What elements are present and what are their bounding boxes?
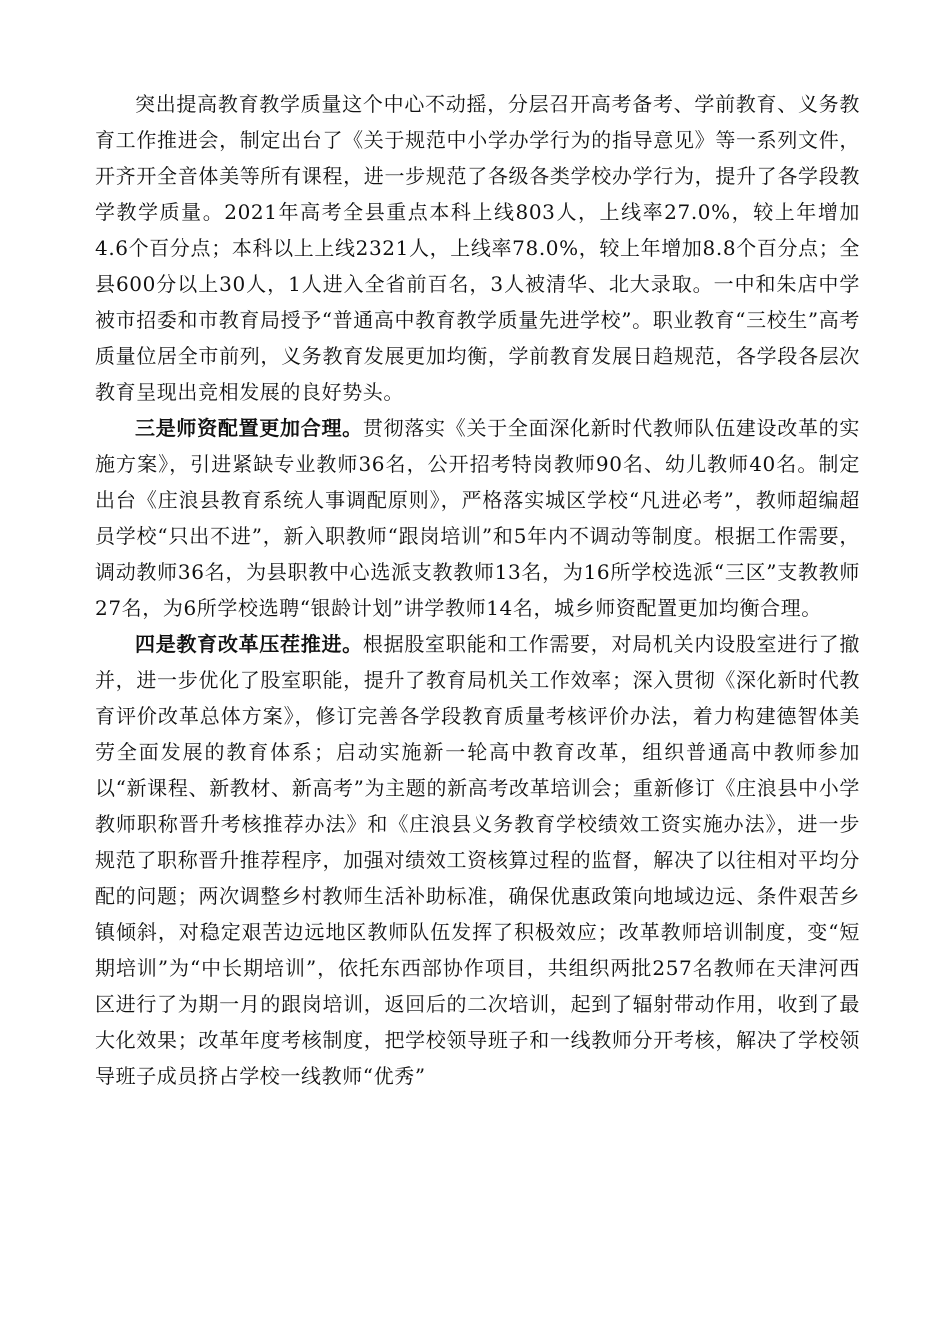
paragraph-lead: 四是教育改革压茬推进。 <box>135 632 363 656</box>
paragraph-text: 突出提高教育教学质量这个中心不动摇，分层召开高考备考、学前教育、义务教育工作推进会，制定出台了《关于规范中小学办学行为的指导意见》等一系列文件，开齐开全音体美等所有课程，进一步规范了各级各类学校办学行为，提升了各学段教学教学质量。2021年高考全县重点本科上线803人，上线率27.0%，较上年增加4.6个百分点；本科以上上线2321人，上线率78.0%，较上年增加8.8个百分点；全县600分以上30人，1人进入全省前百名，3人被清华、北大录取。一中和朱店中学被市招委和市教育局授予“普通高中教育教学质量先进学校”。职业教育“三校生”高考质量位居全市前列，义务教育发展更加均衡，学前教育发展日趋规范，各学段各层次教育呈现出竞相发展的良好势头。 <box>95 92 860 404</box>
paragraph-education-reform <box>95 626 860 1094</box>
paragraph-lead: 三是师资配置更加合理。 <box>135 416 363 440</box>
paragraph-text: 根据股室职能和工作需要，对局机关内设股室进行了撤并，进一步优化了股室职能，提升了教育局机关工作效率；深入贯彻《深化新时代教育评价改革总体方案》，修订完善各学段教育质量考核评价办法，着力构建德智体美劳全面发展的教育体系；启动实施新一轮高中教育改革，组织普通高中教师参加以“新课程、新教材、新高考”为主题的新高考改革培训会；重新修订《庄浪县中小学教师职称晋升考核推荐办法》和《庄浪县义务教育学校绩效工资实施办法》，进一步规范了职称晋升推荐程序，加强对绩效工资核算过程的监督，解决了以往相对平均分配的问题；两次调整乡村教师生活补助标准，确保优惠政策向地域边远、条件艰苦乡镇倾斜，对稳定艰苦边远地区教师队伍发挥了积极效应；改革教师培训制度，变“短期培训”为“中长期培训”，依托东西部协作项目，共组织两批257名教师在天津河西区进行了为期一月的跟岗培训，返回后的二次培训，起到了辐射带动作用，收到了最大化效果；改革年度考核制度，把学校领导班子和一线教师分开考核，解决了学校领导班子成员挤占学校一线教师“优秀” <box>95 632 860 1088</box>
paragraph-teaching-quality <box>95 86 860 410</box>
paragraph-teacher-allocation <box>95 410 860 626</box>
paragraph-text: 贯彻落实《关于全面深化新时代教师队伍建设改革的实施方案》，引进紧缺专业教师36名，公开招考特岗教师90名、幼儿教师40名。制定出台《庄浪县教育系统人事调配原则》，严格落实城区学校“凡进必考”，教师超编超员学校“只出不进”，新入职教师“跟岗培训”和5年内不调动等制度。根据工作需要，调动教师36名，为县职教中心选派支教教师13名，为16所学校选派“三区”支教教师27名，为6所学校选聘“银龄计划”讲学教师14名，城乡师资配置更加均衡合理。 <box>95 416 860 620</box>
document-body <box>95 86 860 1094</box>
